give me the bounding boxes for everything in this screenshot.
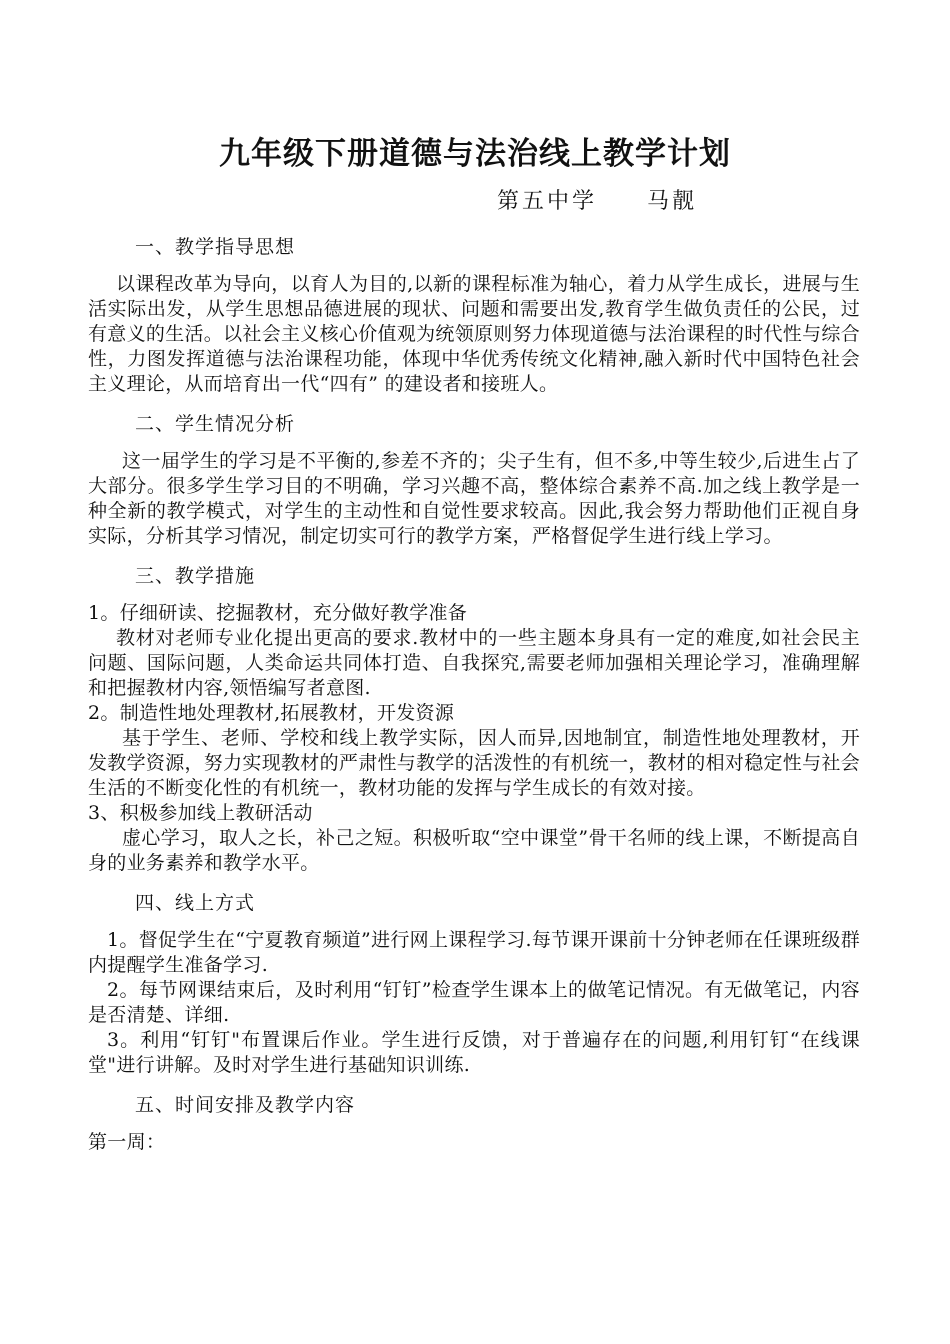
author-byline: 第五中学 马靓 xyxy=(497,189,697,214)
measure-title: 1。仔细研读、挖掘教材，充分做好教学准备 xyxy=(88,602,468,624)
method-item: 1。督促学生在“宁夏教育频道”进行网上课程学习.每节课开课前十分钟老师在任课班级群内提醒学生准备学习. xyxy=(88,929,860,976)
measure-text: 教材对老师专业化提出更高的要求.教材中的一些主题本身具有一定的难度,如社会民主问题、国际问题，人类命运共同体打造、自我探究,需要老师加强相关理论学习，准确理解和把握教材内容,领悟编写者意图. xyxy=(88,627,860,699)
week-label: 第一周： xyxy=(88,1131,166,1153)
document-body xyxy=(88,232,860,1155)
section-student-analysis xyxy=(88,409,860,549)
measure-text: 基于学生、老师、学校和线上教学实际，因人而异,因地制宜，制造性地处理教材，开发教学资源，努力实现教材的严肃性与教学的活泼性的有机统一，教材的相对稳定性与社会生活的不断变化性的有机统一，教材功能的发挥与学生成长的有效对接。 xyxy=(88,727,861,799)
measure-title: 3、积极参加线上教研活动 xyxy=(88,802,313,824)
paragraph: 这一届学生的学习是不平衡的,参差不齐的；尖子生有，但不多,中等生较少,后进生占了大部分。很多学生学习目的不明确，学习兴趣不高，整体综合素养不高.加之线上教学是一种全新的教学模式，对学生的主动性和自觉性要求较高。因此,我会努力帮助他们正视自身实际，分析其学习情况，制定切实可行的教学方案，严格督促学生进行线上学习。 xyxy=(88,450,860,547)
section-guiding-ideology xyxy=(88,232,860,397)
section-online-methods xyxy=(88,888,860,1078)
paragraph: 以课程改革为导向，以育人为目的,以新的课程标准为轴心，着力从学生成长，进展与生活实际出发，从学生思想品德进展的现状、问题和需要出发,教育学生做负责任的公民，过有意义的生活。以社会主义核心价值观为统领原则努力体现道德与法治课程的时代性与综合性，力图发挥道德与法治课程功能，体现中华优秀传统文化精神,融入新时代中国特色社会主义理论，从而培育出一代“四有” 的建设者和接班人。 xyxy=(88,273,861,395)
section-heading: 一、教学指导思想 xyxy=(135,236,296,258)
document-title: 九年级下册道德与法治线上教学计划 xyxy=(219,136,731,172)
measure-text: 虚心学习，取人之长，补己之短。积极听取“空中课堂”骨干名师的线上课，不断提高自身的业务素养和教学水平。 xyxy=(88,827,860,874)
section-heading: 三、教学措施 xyxy=(135,565,256,587)
method-item: 2。每节网课结束后，及时利用“钉钉”检查学生课本上的做笔记情况。有无做笔记，内容是否清楚、详细. xyxy=(88,979,860,1026)
section-heading: 五、时间安排及教学内容 xyxy=(135,1094,356,1116)
section-schedule xyxy=(88,1090,860,1155)
method-item: 3。利用“钉钉"布置课后作业。学生进行反馈，对于普遍存在的问题,利用钉钉“在线课堂"进行讲解。及时对学生进行基础知识训练. xyxy=(88,1029,860,1076)
section-heading: 四、线上方式 xyxy=(135,892,256,914)
section-heading: 二、学生情况分析 xyxy=(135,413,296,435)
measure-title: 2。制造性地处理教材,拓展教材，开发资源 xyxy=(88,702,455,724)
section-teaching-measures xyxy=(88,561,860,876)
